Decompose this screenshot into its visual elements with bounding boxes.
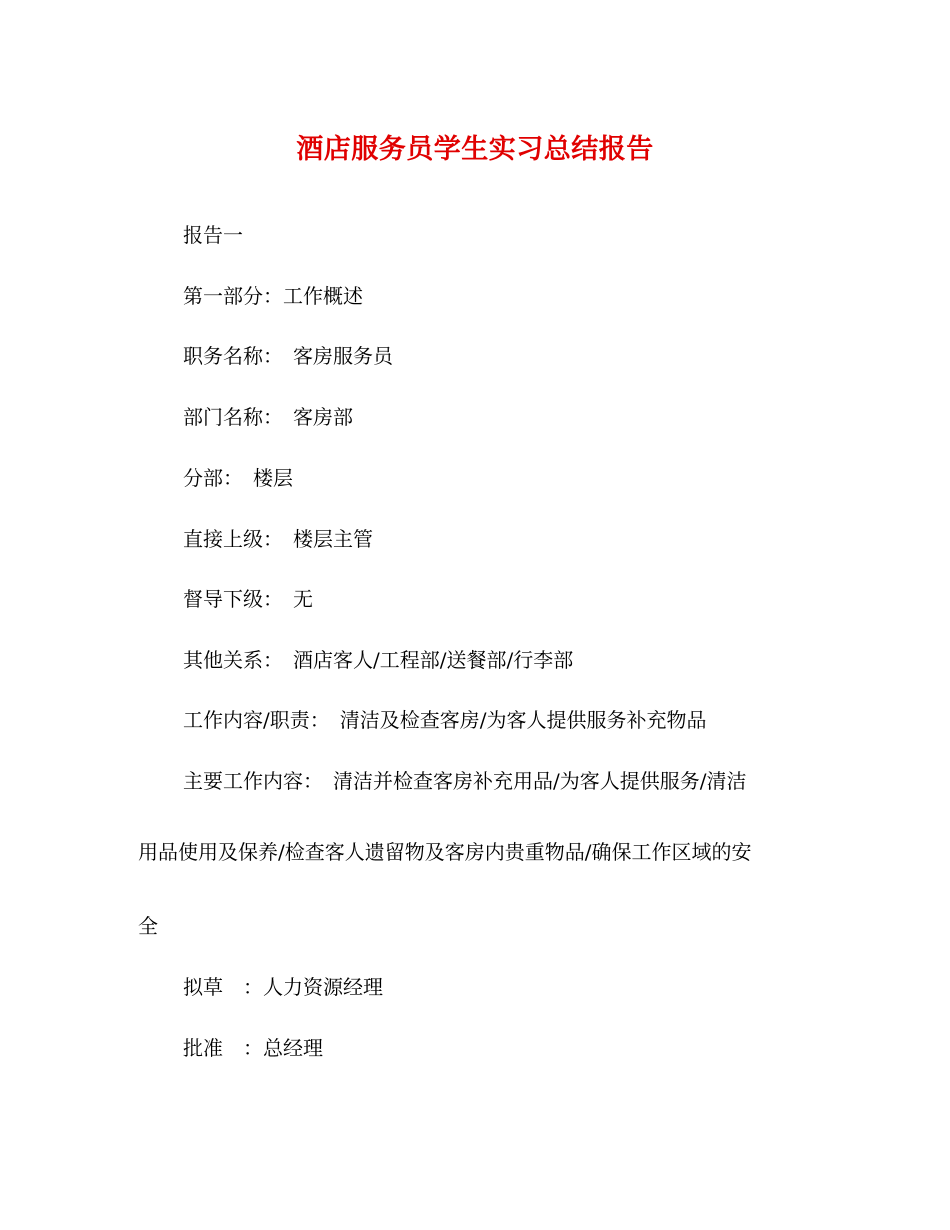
job-title-line: 职务名称： 客房服务员 xyxy=(183,344,393,368)
main-content-line-2: 用品使用及保养/检查客人遗留物及客房内贵重物品/确保工作区域的安 xyxy=(138,840,752,864)
relations-line: 其他关系： 酒店客人/工程部/送餐部/行李部 xyxy=(183,648,574,672)
main-content-line-1: 主要工作内容： 清洁并检查客房补充用品/为客人提供服务/清洁 xyxy=(183,769,747,793)
department-line: 部门名称： 客房部 xyxy=(183,405,353,429)
section-heading: 第一部分：工作概述 xyxy=(183,284,363,308)
approver-line: 批准 ：总经理 xyxy=(183,1036,323,1060)
main-content-line-3: 全 xyxy=(138,914,158,938)
report-number: 报告一 xyxy=(183,223,243,247)
drafter-line: 拟草 ：人力资源经理 xyxy=(183,975,383,999)
document-title: 酒店服务员学生实习总结报告 xyxy=(296,134,654,165)
division-line: 分部： 楼层 xyxy=(183,466,293,490)
subordinate-line: 督导下级： 无 xyxy=(183,587,313,611)
duties-line: 工作内容/职责： 清洁及检查客房/为客人提供服务补充物品 xyxy=(183,708,707,732)
supervisor-line: 直接上级： 楼层主管 xyxy=(183,527,373,551)
